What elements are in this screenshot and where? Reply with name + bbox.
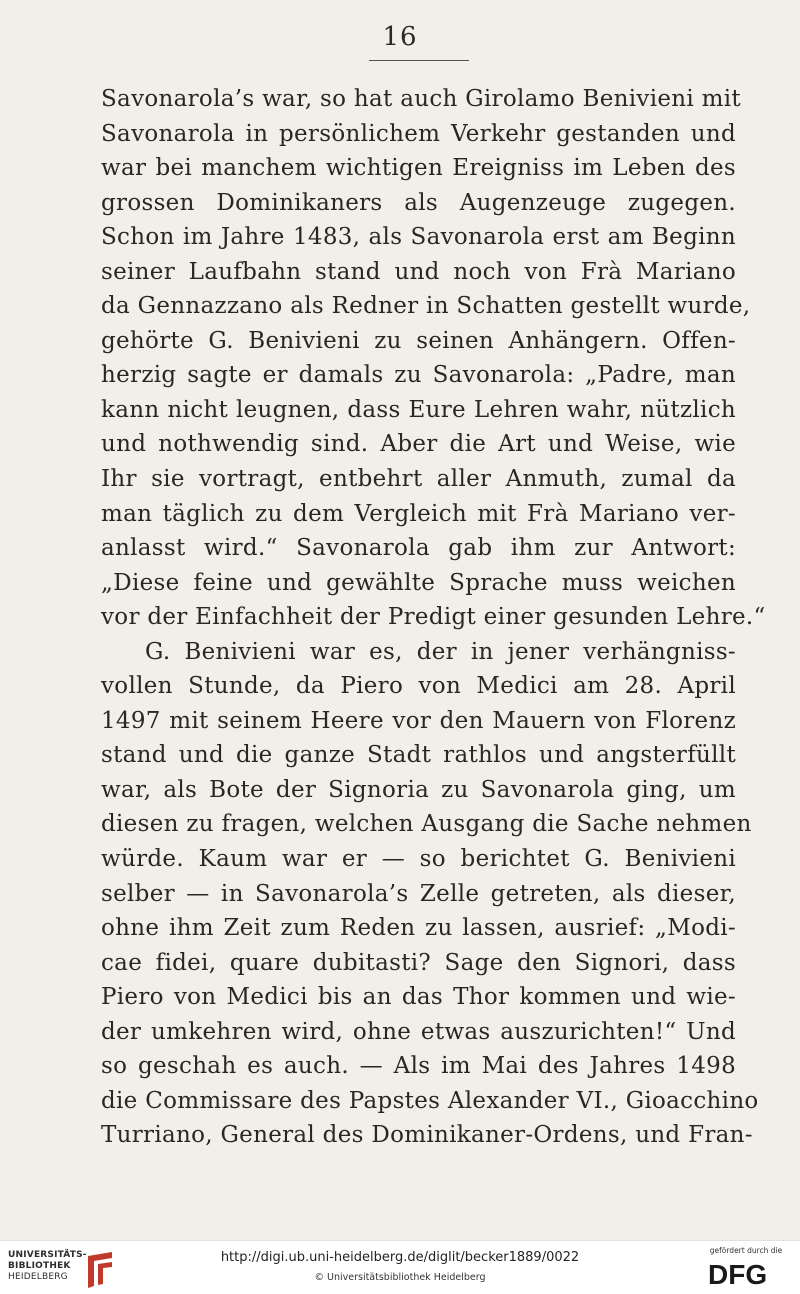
text-line: man täglich zu dem Vergleich mit Frà Mariano ver- (101, 500, 736, 527)
page-number: 16 (382, 22, 418, 52)
text-line: Ihr sie vortragt, entbehrt aller Anmuth, zumal da (101, 466, 736, 493)
text-line: die Commissare des Papstes Alexander VI., Gioacchino (101, 1087, 759, 1114)
text-line: kann nicht leugnen, dass Eure Lehren wahr, nützlich (101, 396, 736, 423)
text-line: cae fidei, quare dubitasti? Sage den Signori, dass (101, 949, 736, 976)
library-name-line: HEIDELBERG (8, 1272, 68, 1282)
text-line: und nothwendig sind. Aber die Art und Weise, wie (101, 431, 736, 458)
text-line: grossen Dominikaners als Augenzeuge zugegen. (101, 189, 736, 216)
text-line: „Diese feine und gewählte Sprache muss weichen (101, 569, 736, 596)
text-line: vollen Stunde, da Piero von Medici am 28. April (101, 673, 736, 700)
footer-bar (0, 1240, 800, 1294)
text-line: 1497 mit seinem Heere vor den Mauern von Florenz (101, 707, 736, 734)
permalink-link[interactable]: http://digi.ub.uni-heidelberg.de/diglit/becker1889/0022 (220, 1250, 580, 1265)
text-line: seiner Laufbahn stand und noch von Frà Mariano (101, 258, 736, 285)
header-rule (369, 60, 469, 61)
text-line: stand und die ganze Stadt rathlos und angsterfüllt (101, 742, 736, 769)
text-line: war, als Bote der Signoria zu Savonarola ging, um (101, 776, 736, 803)
dfg-logo[interactable] (700, 1246, 792, 1290)
text-line: anlasst wird.“ Savonarola gab ihm zur Antwort: (101, 535, 736, 562)
text-line: diesen zu fragen, welchen Ausgang die Sache nehmen (101, 811, 752, 838)
funder-tagline: gefördert durch die (709, 1246, 783, 1255)
text-line: so geschah es auch. — Als im Mai des Jahres 1498 (101, 1053, 736, 1080)
dfg-logo-icon (708, 1259, 784, 1287)
text-line: war bei manchem wichtigen Ereigniss im Leben des (101, 155, 736, 182)
text-line: selber — in Savonarola’s Zelle getreten, als dieser, (101, 880, 736, 907)
library-name-line: BIBLIOTHEK (8, 1261, 71, 1271)
text-line: Savonarola in persönlichem Verkehr gestanden und (101, 120, 736, 147)
text-line: ohne ihm Zeit zum Reden zu lassen, ausrief: „Modi- (101, 915, 736, 942)
text-line: vor der Einfachheit der Predigt einer gesunden Lehre.“ (101, 604, 766, 631)
text-line: Savonarola’s war, so hat auch Girolamo Benivieni mit (101, 86, 741, 112)
text-line: Schon im Jahre 1483, als Savonarola erst am Beginn (101, 224, 736, 251)
library-name-line: UNIVERSITÄTS- (8, 1250, 87, 1260)
text-line: Piero von Medici bis an das Thor kommen und wie- (101, 984, 736, 1011)
body-text (101, 82, 766, 1153)
text-line: herzig sagte er damals zu Savonarola: „Padre, man (101, 362, 736, 389)
text-line: würde. Kaum war er — so berichtet G. Benivieni (101, 846, 736, 873)
text-line: gehörte G. Benivieni zu seinen Anhängern. Offen- (101, 327, 736, 354)
text-line: Turriano, General des Dominikaner-Ordens, und Fran- (101, 1122, 753, 1149)
text-line: der umkehren wird, ohne etwas auszurichten!“ Und (101, 1018, 736, 1045)
text-line: da Gennazzano als Redner in Schatten gestellt wurde, (101, 293, 751, 320)
copyright-text: © Universitätsbibliothek Heidelberg (314, 1272, 486, 1283)
dfg-logo-text: DFG (708, 1259, 768, 1287)
text-line: G. Benivieni war es, der in jener verhängniss- (145, 638, 736, 665)
